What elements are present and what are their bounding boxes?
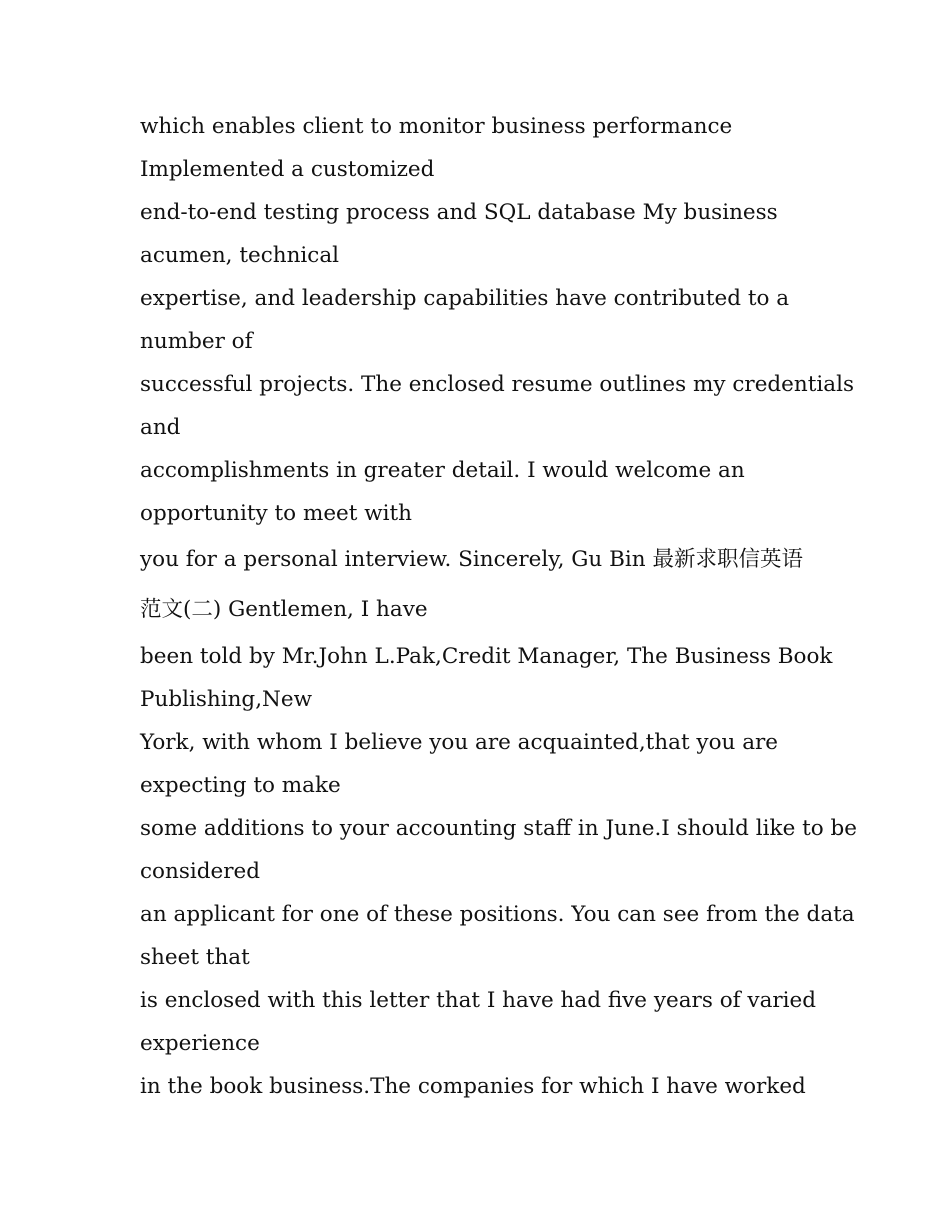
text-line: an applicant for one of these positions. You can see from the data <box>140 902 855 927</box>
text-line: sheet that <box>140 945 250 970</box>
text-line: Implemented a customized <box>140 157 435 182</box>
text-line: considered <box>140 859 260 884</box>
text-line: successful projects. The enclosed resume outlines my credentials <box>140 372 854 397</box>
text-line: is enclosed with this letter that I have had five years of varied <box>140 988 817 1013</box>
text-line: accomplishments in greater detail. I would welcome an <box>140 458 745 483</box>
text-line: end-to-end testing process and SQL database My business <box>140 200 778 225</box>
text-line: opportunity to meet with <box>140 501 413 526</box>
text-line: number of <box>140 329 253 354</box>
text-line: which enables client to monitor business performance <box>140 114 733 139</box>
text-line: some additions to your accounting staff in June.I should like to be <box>140 816 858 841</box>
text-line: you for a personal interview. Sincerely, Gu Bin 最新求职信英语 <box>140 547 803 572</box>
text-line: expertise, and leadership capabilities have contributed to a <box>140 286 790 311</box>
text-line: experience <box>140 1031 260 1056</box>
text-line: acumen, technical <box>140 243 340 268</box>
text-line: in the book business.The companies for which I have worked <box>140 1074 806 1099</box>
text-line: been told by Mr.John L.Pak,Credit Manager, The Business Book <box>140 644 833 669</box>
letter-body <box>140 105 858 1108</box>
text-line: York, with whom I believe you are acquainted,that you are <box>140 730 779 755</box>
text-line: Publishing,New <box>140 687 312 712</box>
text-line: 范文(二) Gentlemen, I have <box>140 597 428 622</box>
text-line: expecting to make <box>140 773 341 798</box>
text-line: and <box>140 415 181 440</box>
